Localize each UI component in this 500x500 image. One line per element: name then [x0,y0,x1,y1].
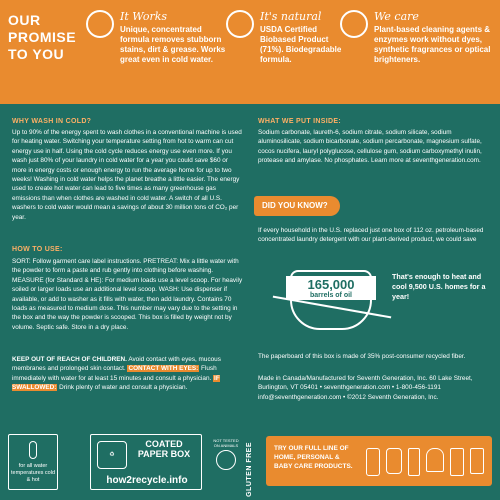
warning-text-3: Drink plenty of water and consult a physician. [57,384,188,392]
usda-leaf-icon [226,10,254,38]
recycle-icon: ♻ [97,441,127,469]
how-to-use-heading: HOW TO USE: [12,246,63,253]
did-you-know-body: If every household in the U.S. replaced just one box of 112 oz. petroleum-based concentrated laundry detergent with our plant-derived product, we could save [258,227,484,244]
spray-bottle-icon [366,448,380,476]
how-to-use-body: SORT: Follow garment care label instructions. PRETREAT: Mix a little water with the powder to form a paste and rub gently into clothing before washing. MEASURE (for Standard & HE): For medium loads use a level scoop. For heavily soiled or larger loads use an additional level scoop. WASH: Use dispenser if available, or add to washer as it fills with water, then add laundry. Contains 70 loads as measured to medium dose. This number may vary due to the setting in the box and the way the powder is scooped. This box is filled by weight not by volume. Septic safe. Store in a dry place. [12,258,243,331]
product-line-text: TRY OUR FULL LINE OF HOME, PERSONAL & BABY CARE PRODUCTS. [274,445,353,470]
product-line-banner [266,436,492,486]
gluten-free-label: GLUTEN FREE [246,442,253,497]
warning-text [12,355,244,393]
heat-cool-text: That's enough to heat and cool 9,500 U.S. homes for a year! [392,272,486,301]
why-cold-heading: WHY WASH IN COLD? [12,118,92,125]
feature-title: It's natural [260,10,322,23]
why-cold-body: Up to 90% of the energy spent to wash clothes in a conventional machine is used for heating water. Switching your temperature setting from hot to warm can cut energy use in half. Using the cold cycle reduces energy use even more. If you wash just 80% of your laundry in cold water for a year you could save $60 or more in energy costs or enough energy to run the average home for up to two weeks! Washing in cold water helps the planet breathe a little easier. The energy used to create hot water can lead to five times as many greenhouse gas emissions than when clothes are washed in cold water. A switch of all U.S. washers to cold water would mean a savings of about 30 million tons of CO₂ per year. [12,129,242,221]
temperature-label: for all water temperatures cold & hot [10,463,56,483]
diaper-icon [470,448,484,474]
swallowed-label: IF SWALLOWED: [12,374,220,392]
warning-text-2: Flush immediately with water for at least 15 minutes and consult a physician. [12,365,217,382]
how2recycle-label: how2recycle.info [106,475,188,486]
manufacturer-info: Made in Canada/Manufactured for Seventh Generation, Inc. 60 Lake Street, Burlington, VT 05401 • seventhgeneration.com • 1-800-456-1191 info@seventhgeneration.com • ©2012 Seventh Generation, Inc. [258,375,473,401]
feature-title: We care [374,10,419,23]
detergent-bottle-icon [386,448,402,474]
feature-body: USDA Certified Biobased Product (71%). Biodegradable formula. [260,25,342,64]
hands-heart-icon [340,10,368,38]
cruelty-free-badge [212,438,240,478]
feature-we-care [340,8,500,98]
feature-it-works [86,8,232,98]
warning-text-1: Avoid contact with eyes, mucous membranes and prolonged skin contact. [12,356,221,373]
warning-lead: KEEP OUT OF REACH OF CHILDREN. [12,356,127,363]
temperature-badge [8,434,58,490]
feature-body: Unique, concentrated formula removes stubborn stains, dirt & grease. Works great even in cold water. [120,25,226,64]
thermometer-icon [29,441,37,459]
ingredients-heading: WHAT WE PUT INSIDE: [258,118,341,125]
ingredients-body: Sodium carbonate, laureth-6, sodium citrate, sodium silicate, sodium aluminosilicate, sodium bicarbonate, sodium percarbonate, magnesium sulfate, cocos nucifera, lauryl polyglucose, cellulose gum, sodium carboxymethyl inulin, protease and amylase. No phosphates. Learn more at seventhgeneration.com. [258,129,482,165]
feature-body: Plant-based cleaning agents & enzymes work without dyes, synthetic fragrances or optical brighteners. [374,25,491,64]
barrels-number: 165,000 [286,276,376,300]
promise-band [0,0,500,104]
feature-its-natural [226,8,342,98]
pump-bottle-icon [450,448,464,476]
promise-title: OUR PROMISE TO YOU [8,12,77,62]
did-you-know-tag: DID YOU KNOW? [254,196,340,216]
cruelty-free-label: NOT TESTED ON ANIMALS [213,438,239,448]
rabbit-icon [216,450,236,470]
feature-title: It Works [120,10,168,23]
paperboard-note: The paperboard of this box is made of 35% post-consumer recycled fiber. [258,353,466,360]
eyes-label: CONTACT WITH EYES: [128,365,199,373]
soap-bottle-icon [408,448,420,476]
check-circle-icon [86,10,114,38]
coated-paper-label: COATED PAPER BOX [137,439,191,459]
recycle-badge [90,434,202,490]
toilet-paper-icon [426,448,444,472]
barrels-unit: barrels of oil [286,292,376,299]
